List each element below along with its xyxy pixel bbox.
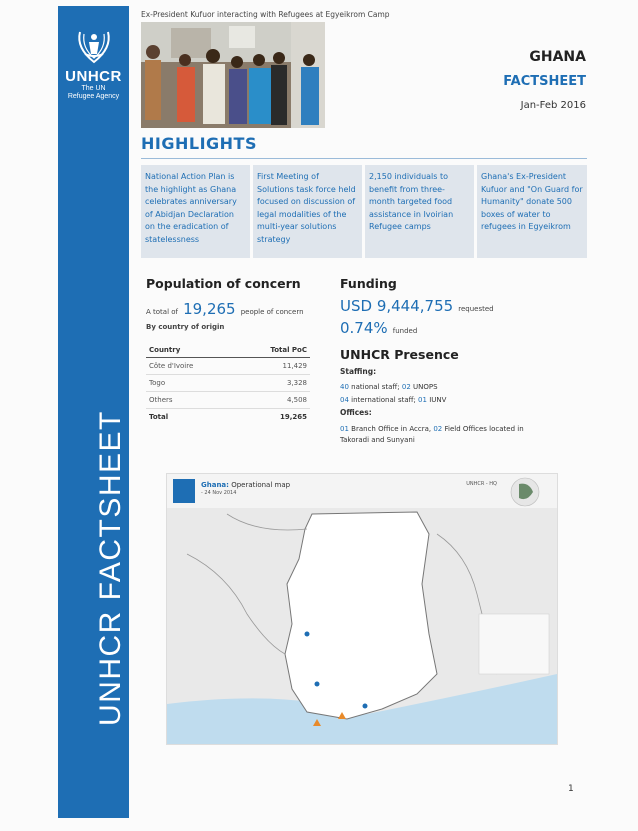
sidebar bbox=[58, 6, 129, 818]
funding-percent-suffix: funded bbox=[392, 327, 418, 335]
staff-national-text: national staff; bbox=[351, 383, 400, 391]
page-number: 1 bbox=[568, 784, 574, 794]
photo-scene-icon bbox=[141, 22, 325, 128]
population-title: Population of concern bbox=[146, 276, 301, 291]
logo-brand: UNHCR bbox=[65, 68, 122, 85]
branch-office-text: Branch Office in Accra, bbox=[351, 425, 432, 433]
photo-caption: Ex-President Kufuor interacting with Refugees at Egyeikrom Camp bbox=[141, 10, 390, 19]
funding-percent: 0.74% bbox=[340, 319, 388, 337]
staff-unops-count: 02 bbox=[401, 383, 411, 391]
staffing-line-1 bbox=[340, 383, 438, 391]
row-value: 4,508 bbox=[235, 392, 310, 409]
highlights-title: HIGHLIGHTS bbox=[141, 134, 257, 153]
highlight-item-3: 2,150 individuals to benefit from three-month targeted food assistance in Ivoirian Refugee camps bbox=[365, 165, 474, 258]
staff-unops-text: UNOPS bbox=[413, 383, 438, 391]
funding-percent-line bbox=[340, 318, 417, 337]
period-label: Jan-Feb 2016 bbox=[520, 100, 586, 111]
branch-office-count: 01 bbox=[340, 425, 349, 433]
row-country: Togo bbox=[146, 375, 235, 392]
total-value: 19,265 bbox=[235, 409, 310, 426]
table-row bbox=[146, 358, 310, 375]
map-title-country: Ghana: bbox=[201, 481, 229, 489]
map-date: - 24 Nov 2014 bbox=[201, 490, 237, 496]
staff-intl-text: international staff; bbox=[351, 396, 416, 404]
funding-amount-line bbox=[340, 296, 494, 315]
staff-national-count: 40 bbox=[340, 383, 349, 391]
logo-agency-line1: The UN bbox=[81, 85, 106, 92]
population-total-line bbox=[146, 299, 304, 318]
logo-agency-line2: Refugee Agency bbox=[67, 93, 120, 100]
map-header-right: UNHCR - HQ bbox=[466, 481, 497, 487]
population-table bbox=[146, 343, 310, 425]
total-label: Total bbox=[146, 409, 235, 426]
offices-label: Offices: bbox=[340, 408, 372, 417]
accra-office-marker bbox=[363, 704, 368, 709]
country-title: GHANA bbox=[529, 49, 586, 65]
unhcr-emblem-icon bbox=[74, 28, 114, 64]
sunyani-office-marker bbox=[305, 632, 310, 637]
cover-photo bbox=[141, 22, 325, 128]
population-total-prefix: A total of bbox=[146, 308, 178, 316]
table-total-row bbox=[146, 409, 310, 426]
by-country-label: By country of origin bbox=[146, 323, 225, 331]
takoradi-office-marker bbox=[315, 682, 320, 687]
unhcr-logo bbox=[58, 28, 129, 101]
field-office-count: 02 bbox=[433, 425, 443, 433]
presence-title: UNHCR Presence bbox=[340, 347, 459, 362]
row-country: Others bbox=[146, 392, 235, 409]
staffing-label: Staffing: bbox=[340, 367, 377, 376]
row-value: 3,328 bbox=[235, 375, 310, 392]
funding-title: Funding bbox=[340, 276, 397, 291]
staff-intl-count: 04 bbox=[340, 396, 349, 404]
doc-type-title: FACTSHEET bbox=[503, 74, 586, 89]
population-total-value: 19,265 bbox=[183, 300, 236, 318]
staff-iunv-text: IUNV bbox=[429, 396, 447, 404]
offices-text bbox=[340, 424, 540, 446]
highlight-item-1: National Action Plan is the highlight as Ghana celebrates anniversary of Abidjan Declaration on the eradication of statelessness bbox=[141, 165, 250, 258]
table-row bbox=[146, 375, 310, 392]
map-graphic bbox=[167, 474, 557, 744]
staffing-line-2 bbox=[340, 396, 446, 404]
vertical-title: UNHCR FACTSHEET bbox=[94, 410, 127, 726]
funding-amount: USD 9,444,755 bbox=[340, 297, 454, 315]
table-header-row bbox=[146, 343, 310, 358]
field-office-text: Field Offices located in Takoradi and Sunyani bbox=[340, 425, 524, 444]
map-title-rest: Operational map bbox=[231, 481, 291, 489]
operational-map bbox=[166, 473, 558, 745]
ghana-outline bbox=[285, 512, 437, 719]
staff-iunv-count: 01 bbox=[418, 396, 427, 404]
map-legend bbox=[479, 614, 549, 674]
highlights-divider bbox=[141, 158, 587, 159]
highlight-item-2: First Meeting of Solutions task force held focused on discussion of legal modalities of the multi-year solutions strategy bbox=[253, 165, 362, 258]
col-country-header: Country bbox=[146, 343, 235, 358]
table-row bbox=[146, 392, 310, 409]
row-value: 11,429 bbox=[235, 358, 310, 375]
highlight-item-4: Ghana's Ex-President Kufuor and "On Guard for Humanity" donate 500 boxes of water to refugees in Egyeikrom bbox=[477, 165, 587, 258]
population-total-suffix: people of concern bbox=[240, 308, 304, 316]
funding-amount-suffix: requested bbox=[458, 305, 494, 313]
row-country: Côte d'Ivoire bbox=[146, 358, 235, 375]
col-total-header: Total PoC bbox=[235, 343, 310, 358]
